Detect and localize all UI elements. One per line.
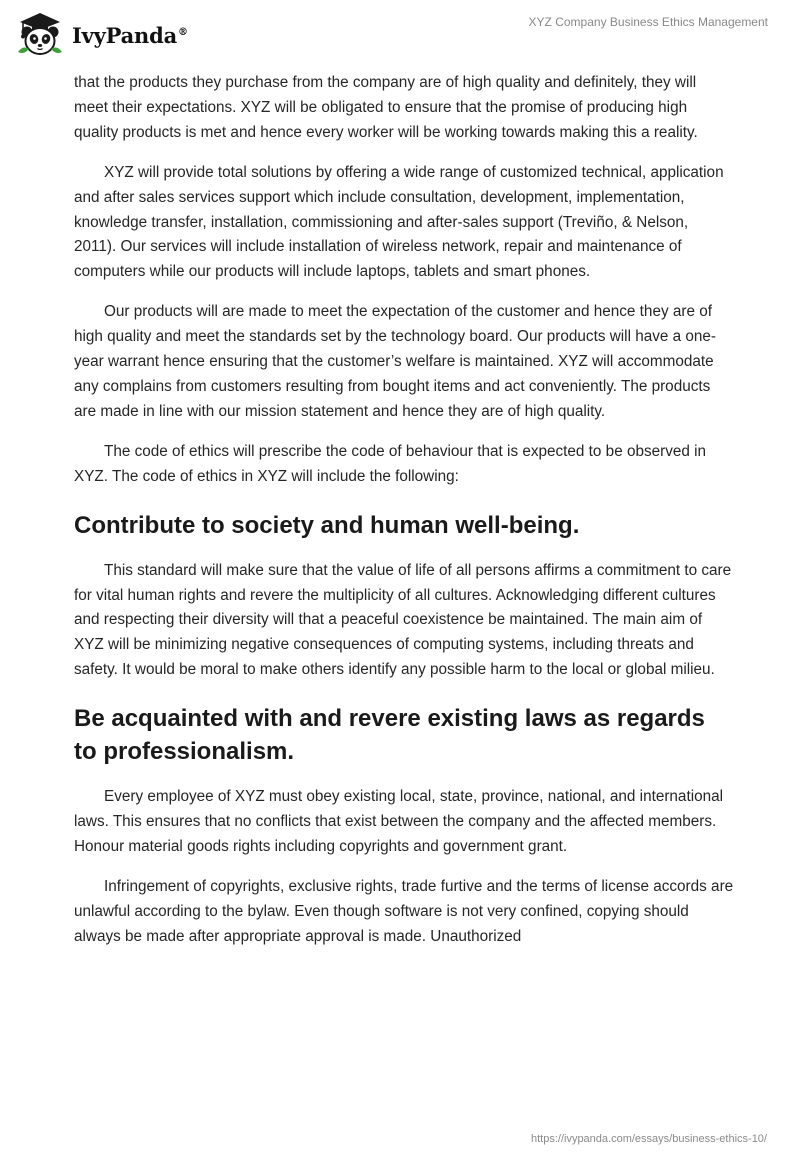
registered-mark: ® — [178, 26, 188, 38]
paragraph-7: Infringement of copyrights, exclusive rights, trade furtive and the terms of license accords are unlawful according to the bylaw. Even though software is not very confined, copying should always be made after appropriate approval is made. Unauthorized — [74, 877, 734, 945]
ivypanda-logo[interactable] — [14, 8, 188, 58]
source-url[interactable]: https://ivypanda.com/essays/business-ethics-10/ — [530, 1133, 767, 1145]
paragraph-4: The code of ethics will prescribe the code of behaviour that is expected to be observed in XYZ. The code of ethics in XYZ will include the following: — [74, 442, 707, 485]
section-heading-society: Contribute to society and human well-being. — [74, 511, 580, 539]
section-heading-laws: Be acquainted with and revere existing laws as regards to professionalism. — [74, 705, 705, 766]
paragraph-1: that the products they purchase from the company are of high quality and definitely, they will meet their expectations. XYZ will be obligated to ensure that the promise of producing high quality products is met and hence every worker will be working towards making this a reality. — [74, 74, 698, 141]
page-header — [0, 0, 800, 70]
essay-body — [74, 71, 734, 965]
paragraph-6: Every employee of XYZ must obey existing local, state, province, national, and international laws. This ensures that no conflicts that exist between the company and the affected members. Honour material goods rights including copyrights and government grant. — [74, 788, 724, 855]
paragraph-2: XYZ will provide total solutions by offering a wide range of customized technical, application and after sales services support which include consultation, development, implementation, knowledge transfer, installation, commissioning and after-sales support (Treviño, & Nelson, 2011). Our services will include installation of wireless network, repair and maintenance of computers while our products will include laptops, tablets and smart phones. — [74, 163, 724, 281]
logo-wordmark: IvyPanda® — [72, 22, 188, 48]
paragraph-3: Our products will are made to meet the expectation of the customer and hence they are of high quality and meet the standards set by the technology board. Our products will have a one-year warrant hence ensuring that the customer’s welfare is maintained. XYZ will accommodate any complains from customers resulting from bought items and act conveniently. The products are made in line with our mission statement and hence they are of high quality. — [74, 303, 717, 420]
document-title: XYZ Company Business Ethics Management — [528, 15, 768, 29]
panda-graduation-cap-icon — [14, 8, 66, 58]
paragraph-5: This standard will make sure that the value of life of all persons affirms a commitment to care for vital human rights and revere the multiplicity of all cultures. Acknowledging different cultures and respecting their diversity will that a peaceful coexistence be maintained. The main aim of XYZ will be minimizing negative consequences of computing systems, including threats and safety. It would be moral to make others identify any possible harm to the local or global milieu. — [74, 561, 732, 679]
